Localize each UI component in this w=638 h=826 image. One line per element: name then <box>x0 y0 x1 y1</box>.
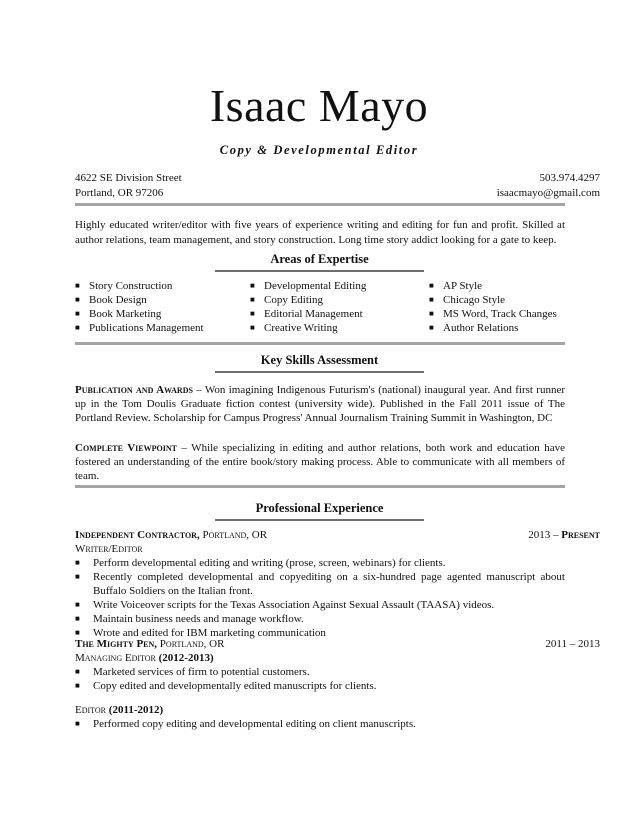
bullet-icon: ■ <box>250 323 255 332</box>
candidate-name: Isaac Mayo <box>209 80 429 131</box>
bullet-icon: ■ <box>75 281 80 290</box>
list-item: ■ Recently completed developmental and copyediting on a six-hundred page agented manuscript about Buffalo Soldiers on the Italian front. <box>75 571 565 597</box>
bullet-icon: ■ <box>75 681 80 690</box>
list-item: ■ Developmental Editing <box>250 280 367 292</box>
summary-paragraph: Highly educated writer/editor with five years of experience writing and editing for fun and profit. Skilled at author relations, team management, and story construction. Long time story addict looking for a gate to keep. <box>75 219 565 246</box>
job-dates: 2013 – Present <box>528 529 600 541</box>
list-item: ■ Book Marketing <box>75 308 162 320</box>
bullet-icon: ■ <box>250 309 255 318</box>
candidate-title: Copy & Developmental Editor <box>219 143 419 157</box>
address-line-1: 4622 SE Division Street <box>75 172 182 184</box>
list-item: ■ AP Style <box>429 280 483 292</box>
employer-location: Portland, OR <box>199 529 268 541</box>
bullet-icon: ■ <box>250 281 255 290</box>
bullet-icon: ■ <box>250 295 255 304</box>
job-bullets-editor <box>75 717 565 731</box>
bullet-icon: ■ <box>429 323 434 332</box>
expertise-divider <box>75 342 565 345</box>
job-header-mighty-pen <box>75 637 600 651</box>
address-line-2: Portland, OR 97206 <box>75 187 164 199</box>
bullet-icon: ■ <box>75 558 80 567</box>
skill-publication-awards <box>75 383 565 425</box>
list-item: ■ Chicago Style <box>429 294 506 306</box>
bullet-icon: ■ <box>75 667 80 676</box>
list-item: ■ Book Design <box>75 294 147 306</box>
expertise-column-2 <box>250 279 366 335</box>
job-role: Managing Editor (2012-2013) <box>75 652 214 664</box>
skill-complete-viewpoint <box>75 441 565 483</box>
employer-location: Portland, OR <box>157 638 225 650</box>
bullet-icon: ■ <box>429 295 434 304</box>
experience-heading: Professional Experience <box>215 500 424 521</box>
expertise-heading: Areas of Expertise <box>215 251 424 272</box>
employer-name: Independent Contractor, <box>75 529 200 541</box>
list-item: ■ Story Construction <box>75 280 173 292</box>
header-divider <box>75 203 565 206</box>
skill-text: – Won imagining Indigenous Futurism's (national) inaugural year. And first runner up in the Tom Doulis Graduate fiction contest (university wide). Published in the Fall 2011 issue of The Portland Review. Scholarship for Campus Progress' Annual Journalism Training Summit in Washington, DC <box>75 384 565 424</box>
job-dates: 2011 – 2013 <box>545 638 600 650</box>
job-role-editor: Editor (2011-2012) <box>75 704 164 716</box>
list-item: ■ Copy Editing <box>250 294 323 306</box>
list-item: ■ Creative Writing <box>250 322 338 334</box>
list-item: ■ Performed copy editing and developmental editing on client manuscripts. <box>75 718 416 730</box>
bullet-icon: ■ <box>75 309 80 318</box>
bullet-icon: ■ <box>429 309 434 318</box>
skills-heading: Key Skills Assessment <box>215 352 424 373</box>
expertise-column-1 <box>75 279 204 335</box>
list-item: ■ Perform developmental editing and writing (prose, screen, webinars) for clients. <box>75 557 446 569</box>
skill-label: Complete Viewpoint <box>75 442 177 454</box>
list-item: ■ Publications Management <box>75 322 204 334</box>
bullet-icon: ■ <box>75 719 80 728</box>
list-item: ■ Wrote and edited for IBM marketing communication <box>75 627 326 639</box>
list-item: ■ Editorial Management <box>250 308 363 320</box>
list-item: ■ Marketed services of firm to potential customers. <box>75 666 310 678</box>
expertise-column-3 <box>429 279 557 335</box>
bullet-icon: ■ <box>429 281 434 290</box>
email-address: isaacmayo@gmail.com <box>496 187 600 199</box>
list-item: ■ Copy edited and developmentally edited manuscripts for clients. <box>75 680 377 692</box>
list-item: ■ Author Relations <box>429 322 519 334</box>
bullet-icon: ■ <box>75 614 80 623</box>
bullet-icon: ■ <box>75 572 80 581</box>
job-bullets-mighty-pen <box>75 665 565 693</box>
phone-number: 503.974.4297 <box>539 172 600 184</box>
skills-divider <box>75 485 565 488</box>
list-item: ■ Write Voiceover scripts for the Texas Association Against Sexual Assault (TAASA) videos. <box>75 599 495 611</box>
skill-label: Publication and Awards <box>75 384 193 396</box>
job-bullets-independent <box>75 556 565 640</box>
skill-text: – While specializing in editing and author relations, both work and education have fostered an understanding of the entire book/story making process. Able to communicate with all members of team. <box>75 442 566 482</box>
list-item: ■ MS Word, Track Changes <box>429 308 557 320</box>
employer-name: The Mighty Pen, <box>75 638 158 650</box>
job-header-independent <box>75 528 600 542</box>
bullet-icon: ■ <box>75 628 80 637</box>
bullet-icon: ■ <box>75 295 80 304</box>
bullet-icon: ■ <box>75 323 80 332</box>
bullet-icon: ■ <box>75 600 80 609</box>
job-role: Writer/Editor <box>75 543 143 555</box>
list-item: ■ Maintain business needs and manage workflow. <box>75 613 304 625</box>
